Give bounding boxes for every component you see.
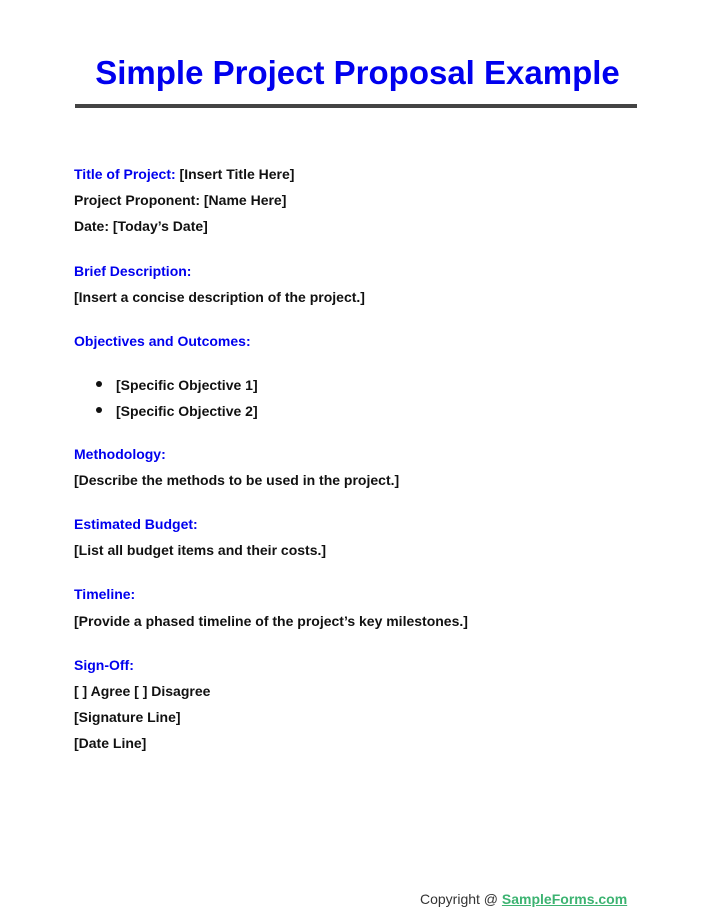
brief-description-text: [Insert a concise description of the project.] (74, 289, 365, 305)
field-label: Title of Project: (74, 166, 176, 182)
timeline-heading: Timeline: (74, 586, 136, 602)
project-proponent-field: Project Proponent: [Name Here] (74, 192, 287, 208)
timeline-text: [Provide a phased timeline of the project’s key milestones.] (74, 613, 468, 629)
methodology-heading: Methodology: (74, 446, 166, 462)
footer-copyright (420, 891, 627, 907)
date-line: [Date Line] (74, 735, 147, 751)
title-of-project-field (74, 166, 294, 182)
budget-heading: Estimated Budget: (74, 516, 198, 532)
objective-text: [Specific Objective 1] (116, 377, 258, 393)
page-title: Simple Project Proposal Example (95, 54, 620, 91)
budget-text: [List all budget items and their costs.] (74, 542, 327, 558)
title-divider (75, 104, 637, 108)
objective-item (96, 403, 258, 419)
field-value: [Insert Title Here] (175, 166, 295, 182)
bullet-icon (96, 381, 102, 387)
signature-line: [Signature Line] (74, 709, 181, 725)
sign-off-heading: Sign-Off: (74, 657, 134, 673)
objective-item (96, 377, 258, 393)
objective-text: [Specific Objective 2] (116, 403, 258, 419)
methodology-text: [Describe the methods to be used in the project.] (74, 472, 400, 488)
objectives-heading: Objectives and Outcomes: (74, 333, 251, 349)
brief-description-heading: Brief Description: (74, 263, 192, 279)
sampleforms-link[interactable]: SampleForms.com (501, 891, 628, 907)
bullet-icon (96, 407, 102, 413)
agree-disagree-options: [ ] Agree [ ] Disagree (74, 683, 211, 699)
date-field: Date: [Today’s Date] (74, 218, 208, 234)
copyright-text: Copyright @ (420, 891, 502, 907)
